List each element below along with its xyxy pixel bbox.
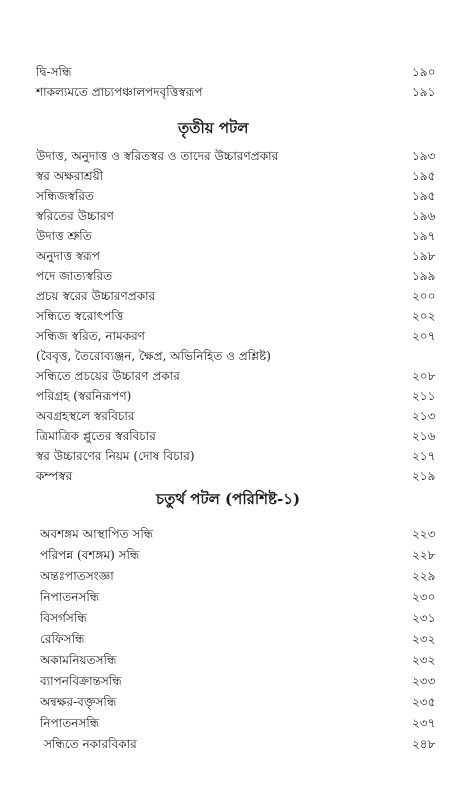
- toc-entry-page: ২৩০: [412, 590, 436, 604]
- toc-entry-page: ২০২: [412, 309, 436, 323]
- toc-entry: [0, 146, 476, 166]
- toc-entry-title: সন্ধিতে স্বরোৎপত্তি: [36, 309, 124, 323]
- toc-entry: [0, 166, 476, 186]
- toc-entry: [0, 326, 476, 346]
- toc-entry-title: অন্বক্ষর-বক্তৃসন্ধি: [40, 695, 117, 709]
- toc-entry-title: সন্ধিজ স্বরিত, নামকরণ: [36, 329, 145, 343]
- toc-entry-title: অকামনিয়তসন্ধি: [40, 653, 117, 667]
- toc-entry-page: ২৩৩: [412, 674, 436, 688]
- toc-entry: [0, 734, 476, 754]
- toc-entry-page: ২২৩: [412, 527, 436, 541]
- toc-entry: [0, 650, 476, 670]
- toc-entry-page: ২০৭: [412, 329, 436, 343]
- toc-entry-title: পরিগ্রহ (স্বরনিরূপণ): [36, 389, 132, 403]
- section-heading: চতুর্থ পটল (পরিশিষ্ট-১): [156, 490, 301, 508]
- toc-entry-title: ত্রিমাত্রিক প্লুতের স্বরবিচার: [36, 429, 156, 443]
- toc-entry: [0, 466, 476, 486]
- toc-entry-title: কম্পস্বর: [36, 469, 73, 483]
- toc-entry: [0, 206, 476, 226]
- toc-entry-title: উদাত্ত, অনুদাত্ত ও স্বরিতস্বর ও তাদের উচ্চারণপ্রকার: [36, 149, 279, 163]
- toc-entry-title: স্বর উচ্চারণের নিয়ম (দোষ বিচার): [36, 449, 195, 463]
- toc-entry-page: ২৩২: [412, 653, 436, 667]
- toc-entry-title: নিপাতনসন্ধি: [40, 716, 100, 730]
- toc-entry-page: ২০০: [412, 289, 436, 303]
- toc-entry: [0, 246, 476, 266]
- toc-entry: [0, 608, 476, 628]
- toc-entry: [0, 186, 476, 206]
- toc-entry: [0, 713, 476, 733]
- toc-entry-title: অন্তঃপাতসংজ্ঞা: [40, 569, 114, 583]
- toc-entry-title: সন্ধিজস্বরিত: [36, 189, 94, 203]
- toc-entry-page: ১৯৭: [412, 229, 436, 243]
- toc-entry-continuation: [0, 346, 476, 366]
- toc-entry-title: স্বর অক্ষরাশ্রয়ী: [36, 169, 104, 183]
- toc-entry: [0, 692, 476, 712]
- toc-entry-page: ২৪৮: [412, 737, 436, 751]
- toc-entry-page: ২১৬: [412, 429, 436, 443]
- toc-entry-page: ২১৩: [412, 409, 436, 423]
- toc-entry-page: ১৯৫: [412, 189, 436, 203]
- toc-entry: [0, 62, 476, 82]
- toc-entry-page: ২৩৭: [412, 716, 436, 730]
- toc-entry: [0, 286, 476, 306]
- toc-entry: [0, 426, 476, 446]
- toc-entry-title: সন্ধিতে প্রচয়ের উচ্চারণ প্রকার: [36, 369, 180, 383]
- toc-entry-title: শাকল্যমতে প্রাচ্যপঞ্চালপদবৃত্তিস্বরূপ: [36, 85, 203, 99]
- toc-entry-page: ১৯০: [412, 65, 436, 79]
- toc-entry-title: অবগ্রহস্থলে স্বরবিচার: [36, 409, 135, 423]
- toc-entry-title: পদে জাত্যস্বরিত: [36, 269, 113, 283]
- toc-entry-title: রেফিসন্ধি: [40, 632, 85, 646]
- toc-entry-page: ২২৮: [412, 548, 436, 562]
- toc-entry-page: ১৯৫: [412, 169, 436, 183]
- toc-entry: [0, 545, 476, 565]
- toc-entry-page: ১৯৯: [412, 269, 436, 283]
- toc-entry-page: ১৯১: [412, 85, 436, 99]
- toc-entry: [0, 266, 476, 286]
- toc-entry-page: ২১৯: [412, 469, 436, 483]
- section-heading: তৃতীয় পটল: [178, 119, 249, 137]
- toc-entry-page: ২৩২: [412, 632, 436, 646]
- toc-entry-page: ১৯৮: [412, 249, 436, 263]
- toc-entry: [0, 306, 476, 326]
- toc-entry-title: (বৈবৃত্ত, তৈরোব্যঞ্জন, ক্ষৈপ্র, অভিনিহিত ও প্রশ্লিষ্ট): [36, 349, 271, 363]
- toc-entry-page: ২১৭: [412, 449, 436, 463]
- toc-entry: [0, 587, 476, 607]
- toc-entry: [0, 524, 476, 544]
- toc-entry: [0, 629, 476, 649]
- toc-entry-page: ১৯৬: [412, 209, 436, 223]
- toc-entry: [0, 82, 476, 102]
- toc-entry-page: ২৩১: [412, 611, 436, 625]
- toc-entry-page: ২৩৫: [412, 695, 436, 709]
- toc-entry-title: উদাত্ত শ্রুতি: [36, 229, 92, 243]
- toc-entry: [0, 446, 476, 466]
- toc-entry-title: ব্যাপনবিক্রান্তসন্ধি: [40, 674, 122, 688]
- toc-entry-title: সন্ধিতে নকারবিকার: [44, 737, 137, 751]
- toc-entry-page: ২০৮: [412, 369, 436, 383]
- toc-entry-page: ১৯৩: [412, 149, 436, 163]
- toc-entry-title: বিসর্গসন্ধি: [40, 611, 87, 625]
- toc-entry: [0, 386, 476, 406]
- toc-entry-title: অনুদাত্ত স্বরূপ: [36, 249, 100, 263]
- toc-entry-page: ২২৯: [412, 569, 436, 583]
- toc-entry: [0, 566, 476, 586]
- toc-entry: [0, 671, 476, 691]
- toc-entry: [0, 226, 476, 246]
- toc-entry-title: স্বরিতের উচ্চারণ: [36, 209, 114, 223]
- toc-entry: [0, 406, 476, 426]
- toc-entry-title: নিপাতনসন্ধি: [40, 590, 100, 604]
- toc-entry-page: ২১১: [412, 389, 436, 403]
- toc-entry-title: অবশঙ্গম আস্থাপিত সন্ধি: [40, 527, 154, 541]
- toc-entry: [0, 366, 476, 386]
- toc-entry-title: দ্বি-সন্ধি: [36, 65, 72, 79]
- toc-entry-title: পরিপন্ন (বশঙ্গম) সন্ধি: [40, 548, 140, 562]
- toc-entry-title: প্রচয় স্বরের উচ্চারণপ্রকার: [36, 289, 156, 303]
